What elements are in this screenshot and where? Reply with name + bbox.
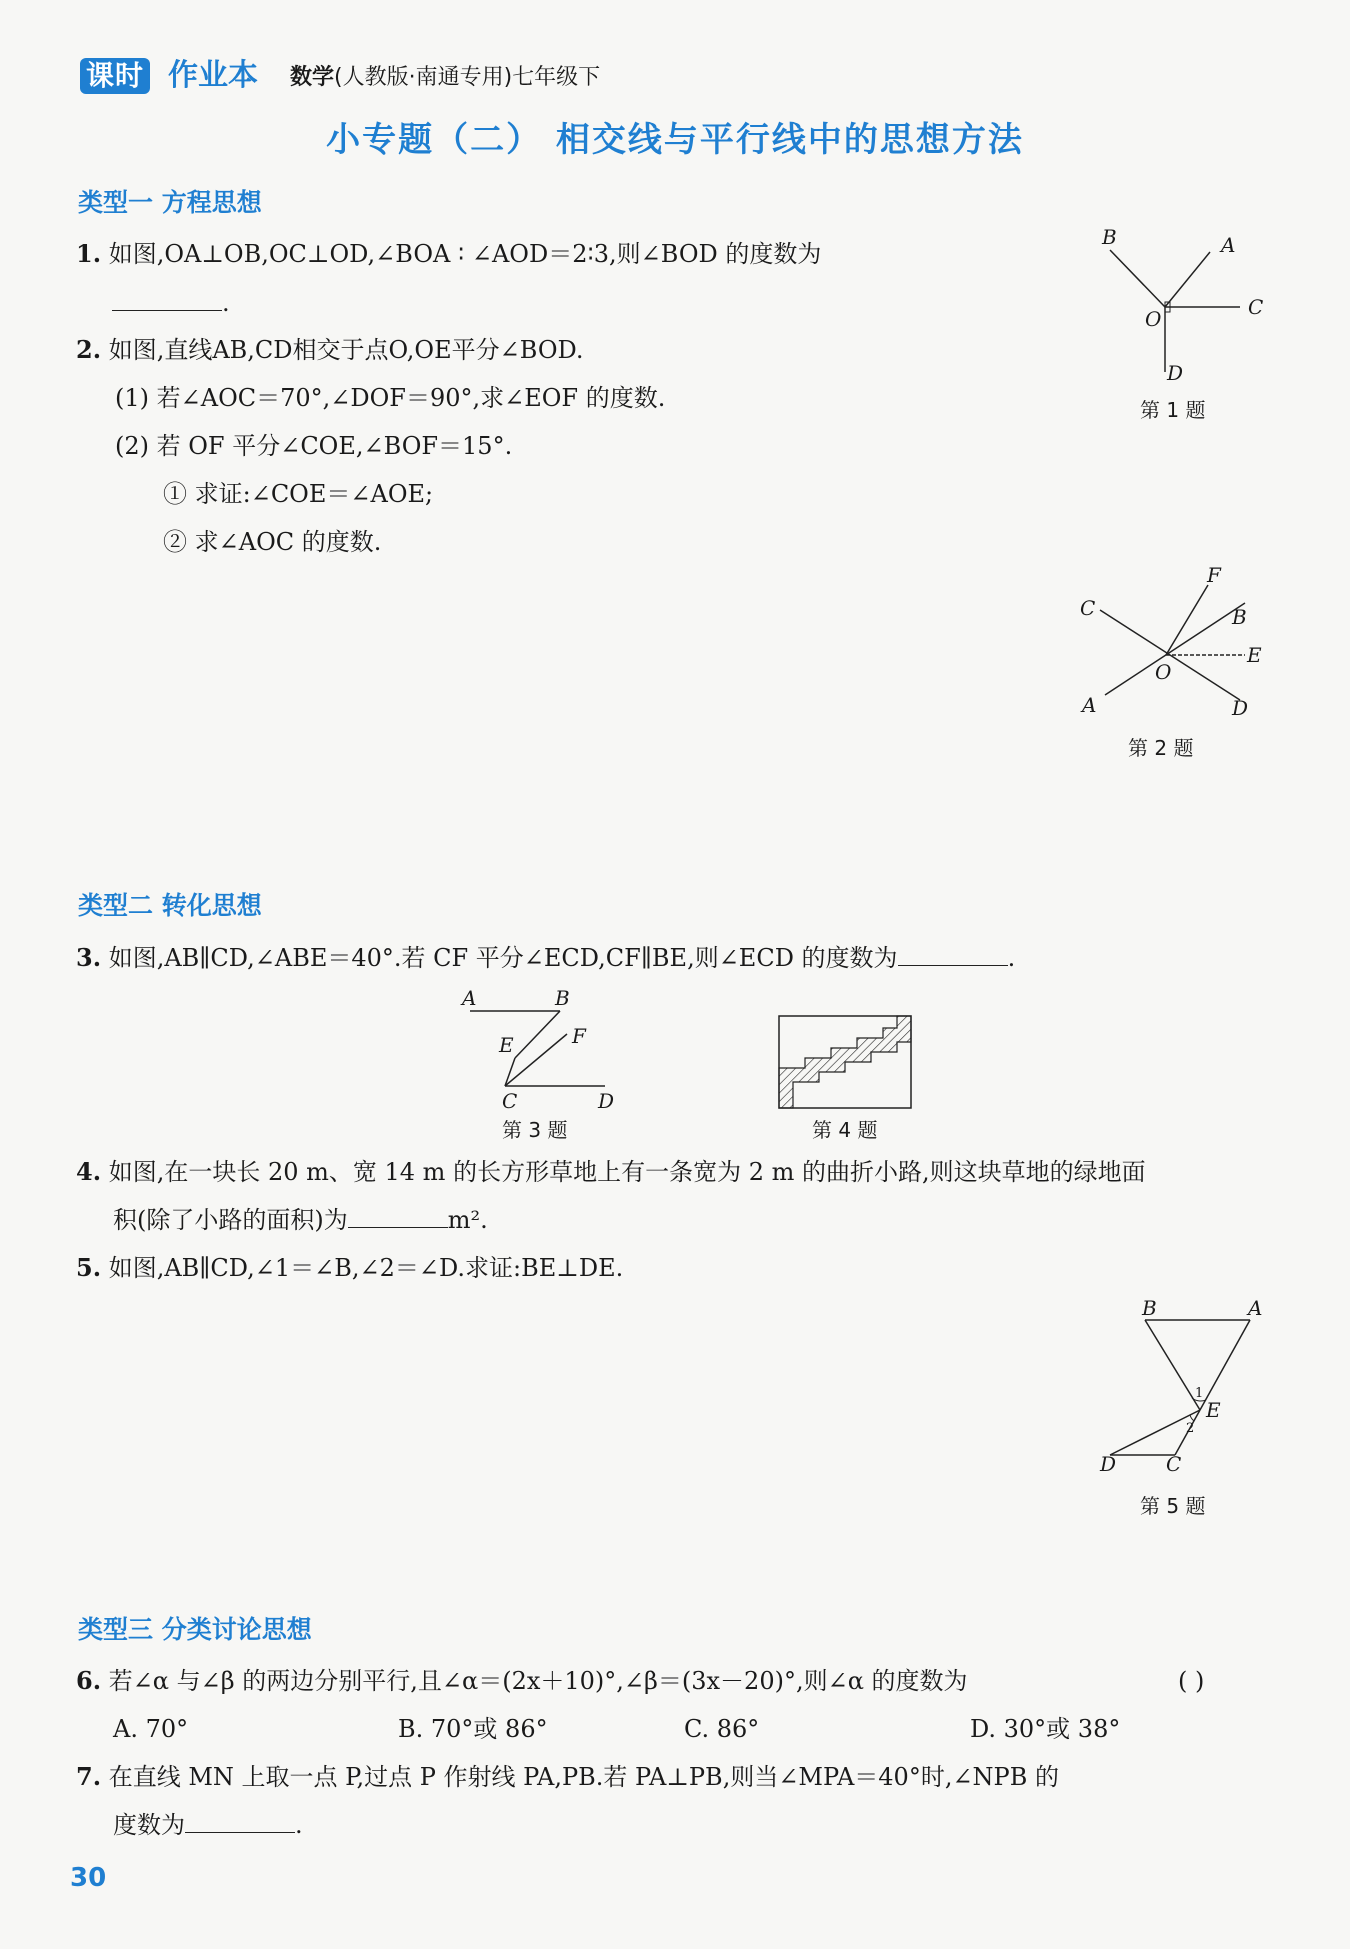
q6-option-a[interactable]: A. 70° — [113, 1715, 189, 1743]
q7-line-1: 在直线 MN 上取一点 P,过点 P 作射线 PA,PB.若 PA⊥PB,则当∠MPA＝40°时,∠NPB 的 — [108, 1763, 1059, 1791]
question-6 — [76, 1665, 968, 1697]
question-7 — [76, 1761, 1059, 1793]
f3-label-c: C — [502, 1089, 518, 1113]
q6-answer-paren[interactable]: ( ) — [1178, 1667, 1205, 1695]
page-title: 小专题（二） 相交线与平行线中的思想方法 — [326, 120, 1024, 160]
q6-option-c[interactable]: C. 86° — [684, 1715, 760, 1743]
section-2-label: 类型二 转化思想 — [78, 891, 262, 920]
f1-label-a: A — [1221, 233, 1236, 257]
f1-label-b: B — [1102, 225, 1117, 249]
f3-label-d: D — [598, 1089, 615, 1113]
subject: 数学 — [290, 65, 335, 90]
q4-blank[interactable] — [348, 1207, 448, 1228]
figure-2-diagram — [1070, 563, 1290, 730]
figure-1-caption: 第 1 题 — [1140, 398, 1206, 422]
q4-line-2a: 积(除了小路的面积)为 — [113, 1206, 348, 1234]
edition: (人教版·南通专用)七年级下 — [334, 65, 601, 90]
q1-blank[interactable] — [112, 290, 222, 311]
f3-label-f: F — [572, 1024, 586, 1048]
brand-name: 作业本 — [168, 58, 258, 93]
figure-3-caption: 第 3 题 — [502, 1118, 568, 1142]
section-3-label: 类型三 分类讨论思想 — [78, 1615, 312, 1644]
q4-line-2 — [113, 1204, 488, 1236]
figure-5-diagram — [1090, 1295, 1290, 1485]
f3-label-a: A — [462, 986, 477, 1010]
f5-label-c: C — [1166, 1452, 1182, 1476]
q6-number: 6. — [76, 1666, 102, 1695]
f2-label-o: O — [1155, 660, 1172, 684]
question-1 — [76, 238, 821, 270]
q3-number: 3. — [76, 943, 102, 972]
f2-label-c: C — [1080, 596, 1096, 620]
q3-blank[interactable] — [898, 945, 1008, 966]
q2-number: 2. — [76, 335, 102, 364]
f5-label-e: E — [1206, 1398, 1221, 1422]
f5-label-b: B — [1142, 1296, 1157, 1320]
section-1-label: 类型一 方程思想 — [78, 188, 262, 217]
q1-end: . — [222, 289, 230, 317]
f3-label-e: E — [499, 1033, 514, 1057]
q1-text: 如图,OA⊥OB,OC⊥OD,∠BOA ∶ ∠AOD＝2∶3,则∠BOD 的度数为 — [108, 240, 822, 268]
q3-text: 如图,AB∥CD,∠ABE＝40°.若 CF 平分∠ECD,CF∥BE,则∠ECD 的度数为 — [108, 944, 898, 972]
logo: 课时 — [80, 58, 150, 94]
question-3 — [76, 942, 1015, 974]
q2-part-1: (1) 若∠AOC＝70°,∠DOF＝90°,求∠EOF 的度数. — [115, 384, 666, 412]
f1-label-c: C — [1248, 295, 1264, 319]
q2-part-2b: ② 求∠AOC 的度数. — [163, 528, 382, 556]
f2-label-e: E — [1247, 643, 1262, 667]
f2-label-b: B — [1232, 605, 1247, 629]
q2-text: 如图,直线AB,CD相交于点O,OE平分∠BOD. — [108, 336, 584, 364]
q4-line-1: 如图,在一块长 20 m、宽 14 m 的长方形草地上有一条宽为 2 m 的曲折小路,则这块草地的绿地面 — [108, 1158, 1146, 1186]
q6-option-b[interactable]: B. 70°或 86° — [398, 1715, 548, 1743]
question-5 — [76, 1252, 623, 1284]
q1-answer-line — [112, 287, 230, 319]
f5-label-a: A — [1248, 1296, 1263, 1320]
q5-number: 5. — [76, 1253, 102, 1282]
q1-number: 1. — [76, 239, 102, 268]
f2-label-d: D — [1232, 696, 1249, 720]
f5-label-d: D — [1100, 1452, 1117, 1476]
f1-label-o: O — [1145, 307, 1162, 331]
q7-blank[interactable] — [185, 1812, 295, 1833]
figure-2-caption: 第 2 题 — [1128, 736, 1194, 760]
f5-label-1: 1 — [1195, 1386, 1204, 1401]
f5-label-2: 2 — [1186, 1421, 1195, 1436]
q7-end: . — [295, 1811, 303, 1839]
q5-text: 如图,AB∥CD,∠1＝∠B,∠2＝∠D.求证:BE⊥DE. — [108, 1254, 624, 1282]
figure-5-caption: 第 5 题 — [1140, 1494, 1206, 1518]
question-2 — [76, 334, 584, 366]
book-info — [290, 64, 600, 92]
question-4 — [76, 1156, 1146, 1188]
q2-part-2a: ① 求证:∠COE＝∠AOE; — [163, 480, 434, 508]
figure-4-diagram — [775, 1012, 915, 1112]
f2-label-a: A — [1082, 693, 1097, 717]
q2-part-2: (2) 若 OF 平分∠COE,∠BOF＝15°. — [115, 432, 513, 460]
q6-option-d[interactable]: D. 30°或 38° — [970, 1715, 1121, 1743]
q7-line-2-text: 度数为 — [113, 1811, 185, 1839]
page-number: 30 — [70, 1863, 107, 1893]
figure-1-diagram — [1085, 222, 1285, 385]
q4-unit: m². — [447, 1206, 488, 1234]
f3-label-b: B — [555, 986, 570, 1010]
f1-label-d: D — [1167, 361, 1184, 385]
figure-3-diagram — [455, 988, 635, 1113]
figure-4-caption: 第 4 题 — [812, 1118, 878, 1142]
q7-number: 7. — [76, 1762, 102, 1791]
f2-label-f: F — [1207, 563, 1221, 587]
q4-number: 4. — [76, 1157, 102, 1186]
q6-text: 若∠α 与∠β 的两边分别平行,且∠α＝(2x＋10)°,∠β＝(3x－20)°,则∠α 的度数为 — [108, 1667, 968, 1695]
q3-end: . — [1007, 944, 1016, 972]
q7-line-2 — [113, 1809, 303, 1841]
